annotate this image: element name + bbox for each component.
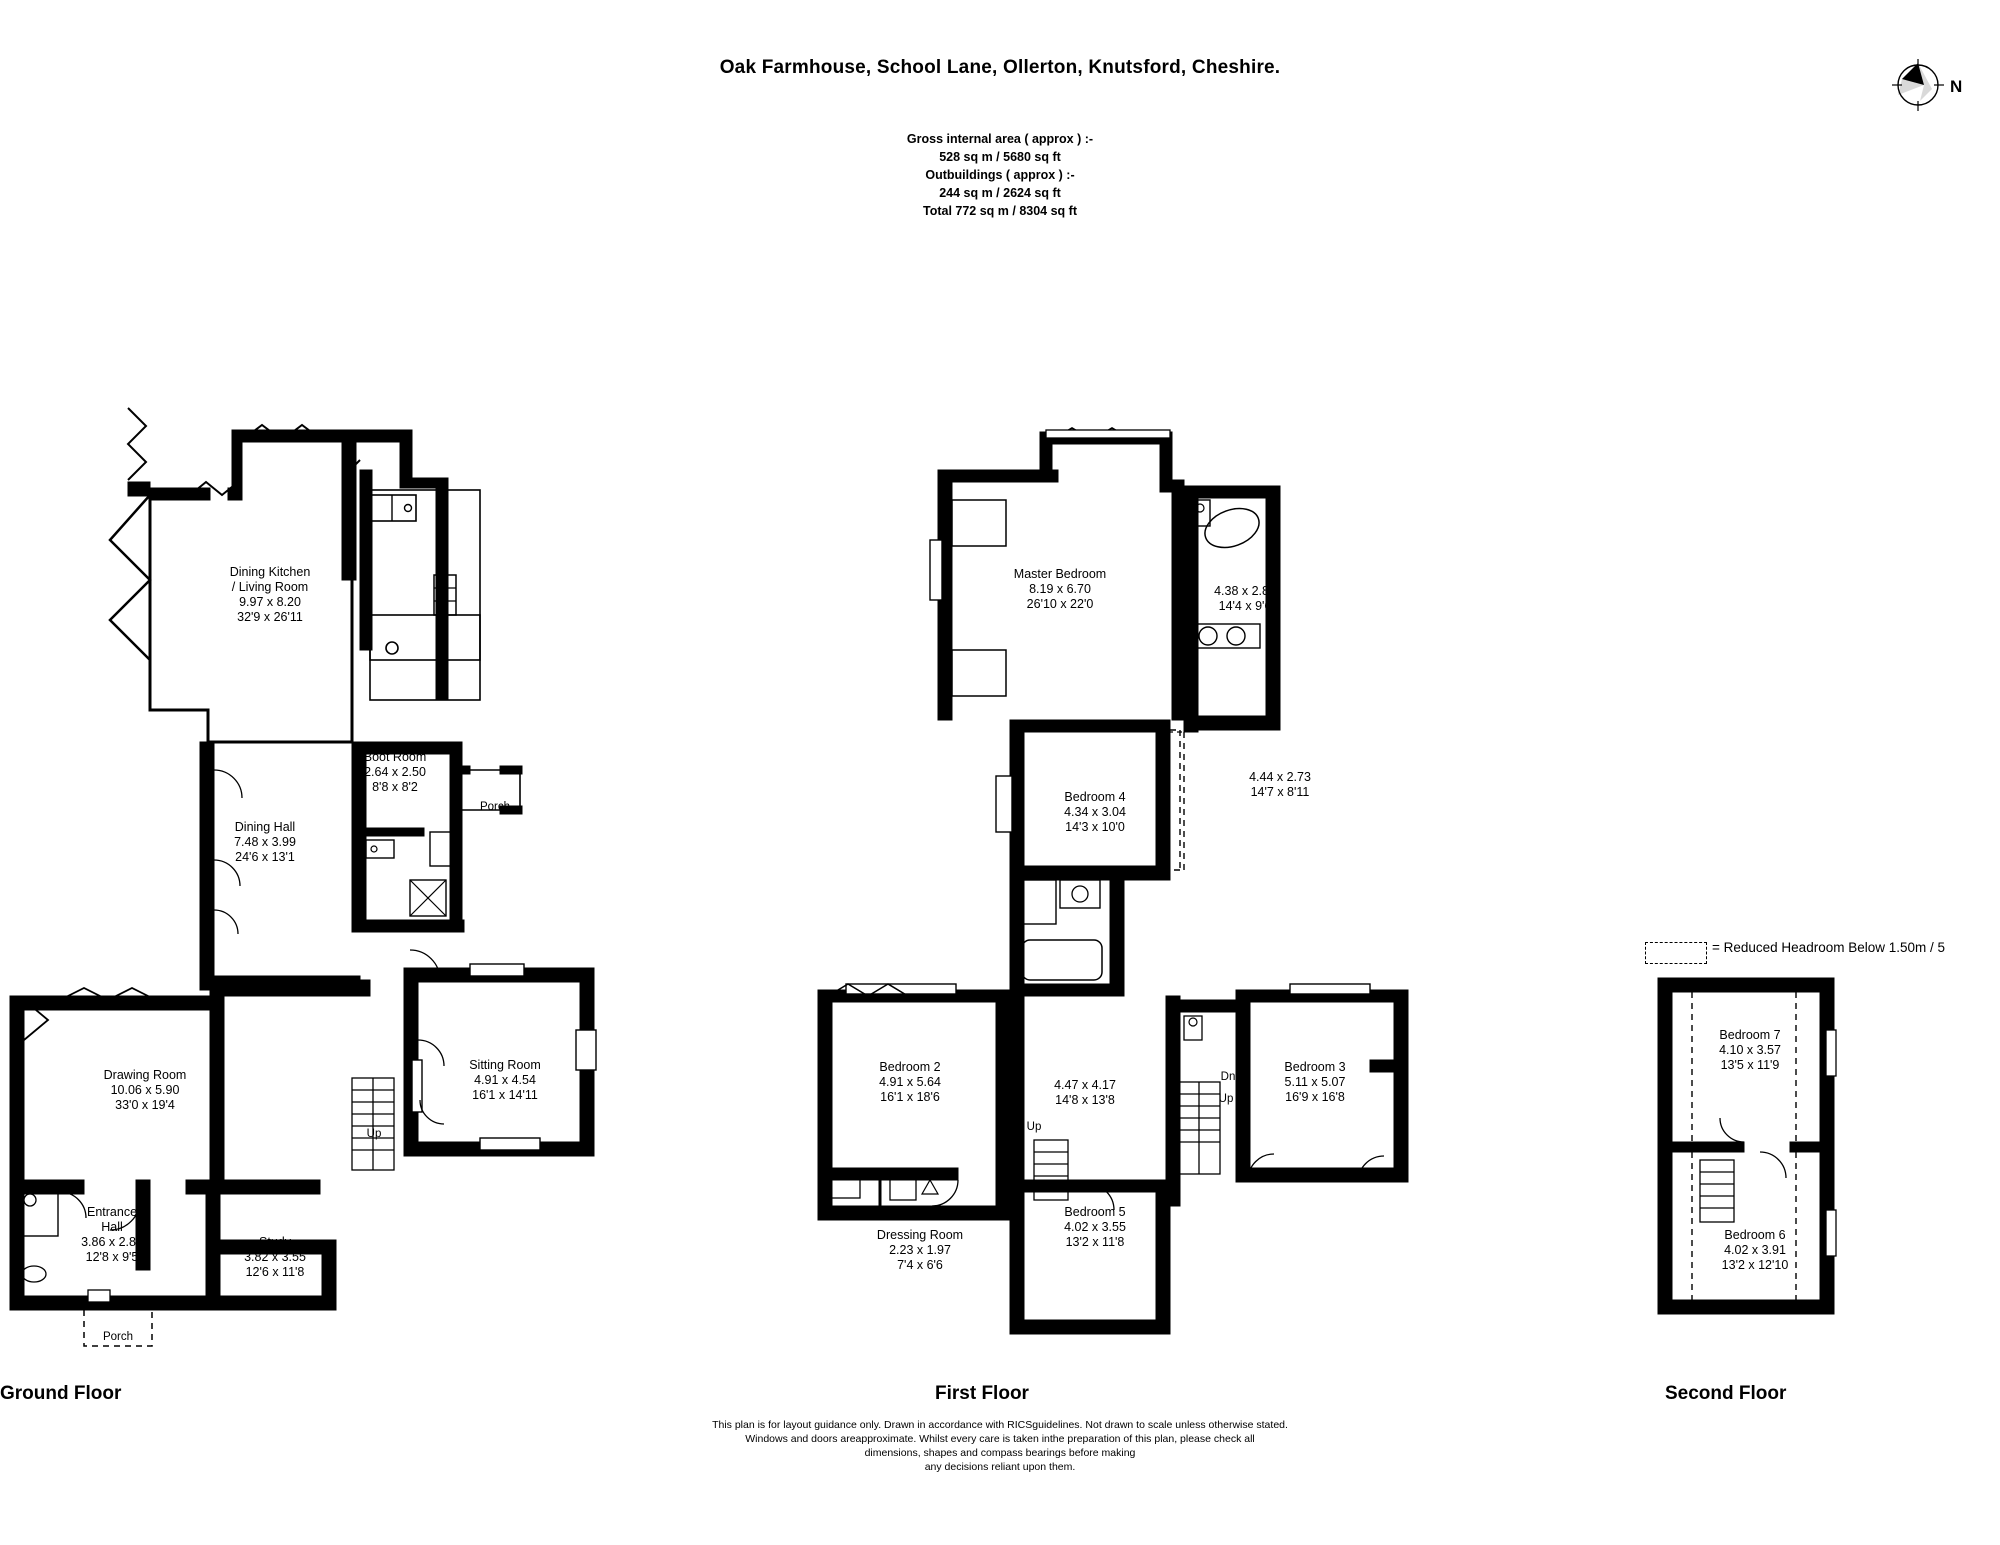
headroom-legend-text: = Reduced Headroom Below 1.50m / 5 [1712,940,1946,955]
room-label-landing-dimensions: 4.47 x 4.17 14'8 x 13'8 [1054,1078,1116,1107]
label-stairs-up-first-a: Up [1026,1121,1042,1133]
room-label-headroom-area-dimensions: 4.44 x 2.73 14'7 x 8'11 [1249,770,1311,799]
room-label-bedroom-3: Bedroom 3 5.11 x 5.07 16'9 x 16'8 [1284,1060,1346,1104]
page-title: Oak Farmhouse, School Lane, Ollerton, Knutsford, Cheshire. [719,57,1281,78]
room-label-bedroom-4: Bedroom 4 4.34 x 3.04 14'3 x 10'0 [1064,790,1126,834]
room-label-bedroom-7: Bedroom 7 4.10 x 3.57 13'5 x 11'9 [1719,1028,1781,1072]
room-label-dining-hall: Dining Hall 7.48 x 3.99 24'6 x 13'1 [234,820,296,864]
room-label-master-bedroom: Master Bedroom 8.19 x 6.70 26'10 x 22'0 [1013,567,1107,611]
dashed-box-icon [1645,942,1707,964]
room-label-drawing-room: Drawing Room 10.06 x 5.90 33'0 x 19'4 [103,1068,187,1112]
floor-label-first: First Floor [935,1383,1029,1404]
label-stairs-up-ground: Up [366,1128,382,1140]
disclaimer-line-4: any decisions reliant upon them. [924,1461,1076,1473]
room-label-entrance-hall: Entrance Hall 3.86 x 2.87 12'8 x 9'5 [81,1205,143,1264]
room-label-bedroom-2: Bedroom 2 4.91 x 5.64 16'1 x 18'6 [879,1060,941,1104]
area-line-5: Total 772 sq m / 8304 sq ft [923,204,1077,218]
disclaimer [0,1418,2000,1474]
room-label-ensuite-dimensions: 4.38 x 2.89 14'4 x 9'6 [1214,584,1276,613]
area-line-1: Gross internal area ( approx ) :- [906,132,1094,146]
area-line-4: 244 sq m / 2624 sq ft [939,186,1061,200]
room-label-boot-room: Boot Room 2.64 x 2.50 8'8 x 8'2 [363,750,427,794]
room-label-bedroom-6: Bedroom 6 4.02 x 3.91 13'2 x 12'10 [1721,1228,1789,1272]
disclaimer-line-2: Windows and doors areapproximate. Whilst every care is taken inthe preparation of this plan, please check all [745,1433,1255,1445]
floor-label-ground: Ground Floor [0,1383,122,1404]
label-porch-bottom: Porch [102,1331,134,1343]
area-line-2: 528 sq m / 5680 sq ft [939,150,1061,164]
floor-label-second: Second Floor [1665,1383,1787,1404]
disclaimer-line-3: dimensions, shapes and compass bearings before making [864,1447,1136,1459]
room-label-sitting-room: Sitting Room 4.91 x 4.54 16'1 x 14'11 [469,1058,541,1102]
first-floor-plan [818,428,1408,1334]
room-label-bedroom-5: Bedroom 5 4.02 x 3.55 13'2 x 11'8 [1064,1205,1126,1249]
room-label-study: Study 3.82 x 3.55 12'6 x 11'8 [244,1235,306,1279]
label-stairs-dn-first: Dn [1220,1071,1236,1083]
label-porch-top: Porch [479,801,511,813]
room-label-dining-kitchen: Dining Kitchen / Living Room 9.97 x 8.20 32'9 x 26'11 [229,565,311,624]
svg-text:N: N [1950,77,1963,96]
area-line-3: Outbuildings ( approx ) :- [925,168,1075,182]
room-label-dressing-room: Dressing Room 2.23 x 1.97 7'4 x 6'6 [876,1228,964,1272]
label-stairs-up-first-b: Up [1218,1093,1234,1105]
disclaimer-line-1: This plan is for layout guidance only. Drawn in accordance with RICSguidelines. Not drawn to scale unless otherwise stated. [712,1419,1288,1431]
